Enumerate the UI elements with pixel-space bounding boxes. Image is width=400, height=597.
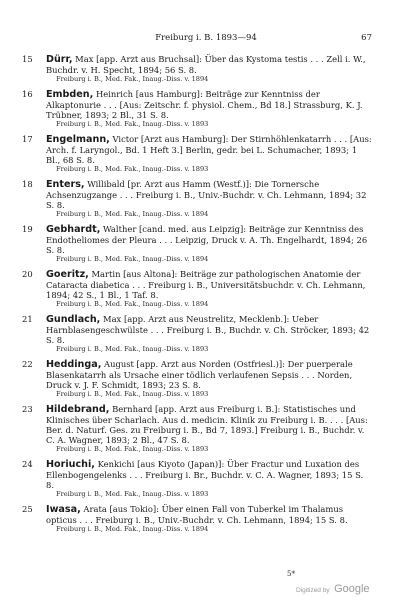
page-header: [40, 33, 372, 47]
signature-mark: 5*: [287, 570, 295, 578]
entry-number: 15: [22, 54, 33, 64]
author-name: Enters,: [46, 179, 85, 190]
entry-list: [22, 54, 372, 539]
author-name: Horiuchi,: [46, 459, 95, 470]
entry-number: 21: [22, 314, 33, 324]
entry-number: 18: [22, 179, 33, 189]
entry-number: 20: [22, 269, 33, 279]
entry-note: Freiburg i. B., Med. Fak., Inaug.-Diss. v. 1893: [56, 490, 209, 498]
entry-number: 24: [22, 459, 33, 469]
entry-text: Heinrich [aus Hamburg]: Beiträge zur Kenntniss der Alkaptonurie . . . [Aus: Zeitschr. f. physiol. Chem., Bd 18.] Strassburg, K. J. Trübner, 1893; 2 Bl., 31 S. 8.: [46, 89, 363, 120]
entry-text: Bernhard [app. Arzt aus Freiburg i. B.]: Statistisches und Klinisches über Scharlach. Aus d. medicin. Klinik zu Freiburg i. B. . . . [Aus: Ber. d. Naturf. Ges. zu Freiburg i. B., Bd 7, 1893.] Freiburg i. B., Buchdr. v. C. A. Wagner, 1893; 2 Bl., 47 S. 8.: [46, 404, 368, 445]
author-name: Hildebrand,: [46, 404, 110, 415]
author-name: Engelmann,: [46, 134, 110, 145]
bibliography-entry: [22, 504, 372, 534]
author-name: Iwasa,: [46, 504, 81, 515]
entry-text: Max [app. Arzt aus Neustrelitz, Mecklenb.]: Ueber Harnblasengeschwülste . . . Freiburg i. B., Buchdr. v. Ch. Ströcker, 1893; 42 S. 8.: [46, 314, 370, 345]
entry-number: 22: [22, 359, 33, 369]
entry-text: August [app. Arzt aus Norden (Ostfriesl.)]: Der puerperale Blasenkatarrh als Ursache einer tödlich verlaufenen Sepsis . . . Norden, Druck v. J. F. Schmidt, 1893; 23 S. 8.: [46, 359, 353, 390]
author-name: Heddinga,: [46, 359, 102, 370]
bibliography-entry: [22, 269, 372, 309]
bibliography-entry: [22, 314, 372, 354]
bibliography-entry: [22, 224, 372, 264]
entry-note: Freiburg i. B., Med. Fak., Inaug.-Diss. v. 1893: [56, 345, 209, 353]
entry-text: Arata [aus Tokio]: Über einen Fall von Tuberkel im Thalamus opticus . . . Freiburg i. B., Univ.-Buchdr. v. Ch. Lehmann, 1894; 15 S. 8.: [46, 504, 348, 525]
entry-text: Willibald [pr. Arzt aus Hamm (Westf.)]: Die Tornersche Achsenzugzange . . . Freiburg i. B., Univ.-Buchdr. v. Ch. Lehmann, 1894; 32 S. 8.: [46, 179, 367, 210]
entry-text: Martin [aus Altona]: Beiträge zur pathologischen Anatomie der Cataracta diabetica . . . Freiburg i. B., Universitätsbuchdr. v. Ch. Lehmann, 1894; 42 S., 1 Bl., 1 Taf. 8.: [46, 269, 366, 300]
entry-number: 25: [22, 504, 33, 514]
entry-number: 23: [22, 404, 33, 414]
bibliography-entry: [22, 459, 372, 499]
author-name: Embden,: [46, 89, 94, 100]
bibliography-entry: [22, 54, 372, 84]
entry-number: 16: [22, 89, 33, 99]
entry-note: Freiburg i. B., Med. Fak., Inaug.-Diss. v. 1894: [56, 75, 209, 83]
bibliography-entry: [22, 404, 372, 454]
entry-note: Freiburg i. B., Med. Fak., Inaug.-Diss. v. 1893: [56, 390, 209, 398]
entry-text: Max [app. Arzt aus Bruchsal]: Über das Kystoma testis . . . Zell i. W., Buchdr. v. H. Specht, 1894; 56 S. 8.: [46, 54, 366, 75]
page-number: 67: [361, 33, 372, 43]
author-name: Dürr,: [46, 54, 73, 65]
entry-note: Freiburg i. B., Med. Fak., Inaug.-Diss. v. 1894: [56, 255, 209, 263]
entry-number: 19: [22, 224, 33, 234]
watermark-prefix: Digitized by: [296, 587, 330, 594]
entry-note: Freiburg i. B., Med. Fak., Inaug.-Diss. v. 1893: [56, 445, 209, 453]
author-name: Goeritz,: [46, 269, 89, 280]
entry-note: Freiburg i. B., Med. Fak., Inaug.-Diss. v. 1894: [56, 525, 209, 533]
bibliography-entry: [22, 179, 372, 219]
entry-text: Kenkichi [aus Kiyoto (Japan)]: Über Fractur und Luxation des Ellenbogengelenks . . . Freiburg i. Br., Buchdr. v. C. A. Wagner, 1893; 15 S. 8.: [46, 459, 364, 490]
entry-note: Freiburg i. B., Med. Fak., Inaug.-Diss. v. 1894: [56, 210, 209, 218]
bibliography-entry: [22, 359, 372, 399]
entry-note: Freiburg i. B., Med. Fak., Inaug.-Diss. v. 1893: [56, 120, 209, 128]
google-watermark: [296, 579, 370, 593]
entry-number: 17: [22, 134, 33, 144]
bibliography-entry: [22, 89, 372, 129]
author-name: Gundlach,: [46, 314, 101, 325]
author-name: Gebhardt,: [46, 224, 101, 235]
entry-text: Victor [Arzt aus Hamburg]: Der Stirnhöhlenkatarrh . . . [Aus: Arch. f. Laryngol., Bd. 1 Heft 3.] Berlin, gedr. bei L. Schumacher, 1893; 1 Bl., 68 S. 8.: [46, 134, 372, 165]
entry-note: Freiburg i. B., Med. Fak., Inaug.-Diss. v. 1893: [56, 165, 209, 173]
running-title: Freiburg i. B. 1893—94: [155, 33, 257, 43]
entry-note: Freiburg i. B., Med. Fak., Inaug.-Diss. v. 1894: [56, 300, 209, 308]
entry-text: Walther [cand. med. aus Leipzig]: Beiträge zur Kenntniss des Endotheliomes der Pleura . . . Leipzig, Druck v. A. Th. Engelhardt, 1894; 26 S. 8.: [46, 224, 368, 255]
watermark-brand: Google: [334, 583, 370, 595]
bibliography-entry: [22, 134, 372, 174]
